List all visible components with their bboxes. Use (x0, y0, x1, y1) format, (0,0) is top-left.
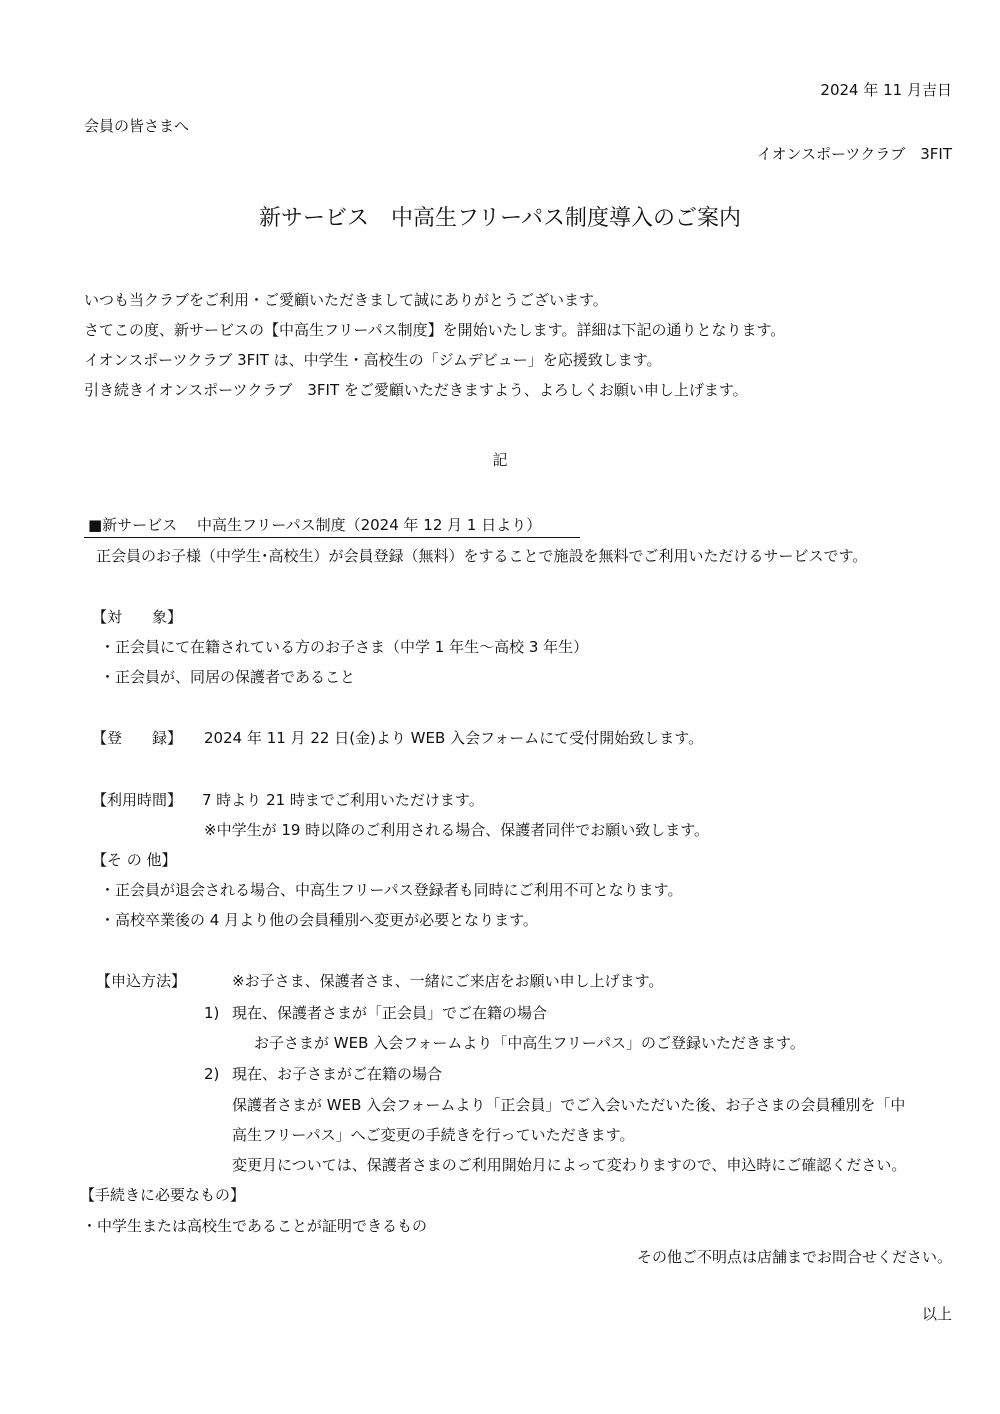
salutation: 会員の皆さまへ (84, 117, 190, 135)
contact-note: その他ご不明点は店舗までお問合せください。 (636, 1248, 952, 1266)
intro-line-2: さてこの度、新サービスの【中高生フリーパス制度】を開始いたします。詳細は下記の通りとなります。 (84, 321, 786, 339)
section-heading: ■新サービス 中高生フリーパス制度（2024 年 12 月 1 日より） (88, 516, 542, 534)
registration-text: 2024 年 11 月 22 日(金)より WEB 入会フォームにて受付開始致します。 (204, 729, 704, 747)
sender-name: イオンスポーツクラブ 3FIT (756, 145, 952, 163)
target-label: 【対 象】 (92, 608, 183, 626)
apply-label: 【申込方法】 (96, 972, 187, 990)
required-label: 【手続きに必要なもの】 (80, 1186, 246, 1204)
section-description: 正会員のお子様（中学生･高校生）が会員登録（無料）をすることで施設を無料でご利用いただけるサービスです。 (96, 547, 868, 565)
apply-case2-text-3: 変更月については、保護者さまのご利用開始月によって変わりますので、申込時にご確認ください。 (232, 1156, 907, 1174)
document-title: 新サービス 中高生フリーパス制度導入のご案内 (258, 206, 742, 231)
apply-case2-number: 2) (204, 1065, 220, 1083)
intro-line-4: 引き続きイオンスポーツクラブ 3FIT をご愛顧いただきますよう、よろしくお願い申し上げます。 (84, 381, 748, 399)
apply-case2-text-2: 高生フリーパス」へご変更の手続きを行っていただきます。 (232, 1126, 635, 1144)
intro-line-3: イオンスポーツクラブ 3FIT は、中学生・高校生の「ジムデビュー」を応援致します。 (84, 351, 662, 369)
apply-note: ※お子さま、保護者さま、一緒にご来店をお願い申し上げます。 (232, 972, 664, 990)
hours-label: 【利用時間】 (92, 791, 183, 809)
other-item-2: ・高校卒業後の 4 月より他の会員種別へ変更が必要となります。 (100, 911, 538, 929)
other-label: 【そ の 他】 (92, 851, 177, 869)
required-item: ・中学生または高校生であることが証明できるもの (82, 1217, 428, 1235)
apply-case1-title: 現在、保護者さまが「正会員」でご在籍の場合 (232, 1004, 548, 1022)
other-item-1: ・正会員が退会される場合、中高生フリーパス登録者も同時にご利用不可となります。 (100, 881, 683, 899)
apply-case2-text-1: 保護者さまが WEB 入会フォームより「正会員」でご入会いただいた後、お子さまの会員種別を「中 (232, 1096, 906, 1114)
apply-case2-title: 現在、お子さまがご在籍の場合 (232, 1065, 443, 1083)
registration-label: 【登 録】 (92, 729, 183, 747)
hours-text: 7 時より 21 時までご利用いただけます。 (202, 791, 484, 809)
document-date: 2024 年 11 月吉日 (820, 81, 952, 99)
intro-line-1: いつも当クラブをご利用・ご愛顧いただきまして誠にありがとうございます。 (84, 291, 608, 309)
apply-case1-number: 1) (204, 1004, 220, 1022)
hours-note: ※中学生が 19 時以降のご利用される場合、保護者同伴でお願い致します。 (204, 821, 709, 839)
apply-case1-text: お子さまが WEB 入会フォームより「中高生フリーパス」のご登録いただきます。 (254, 1034, 805, 1052)
target-item-1: ・正会員にて在籍されている方のお子さま（中学 1 年生～高校 3 年生） (100, 638, 589, 656)
ki-marker: 記 (492, 451, 508, 469)
closing-ijou: 以上 (921, 1305, 952, 1323)
target-item-2: ・正会員が、同居の保護者であること (100, 668, 356, 686)
section-heading-underline (84, 537, 580, 538)
